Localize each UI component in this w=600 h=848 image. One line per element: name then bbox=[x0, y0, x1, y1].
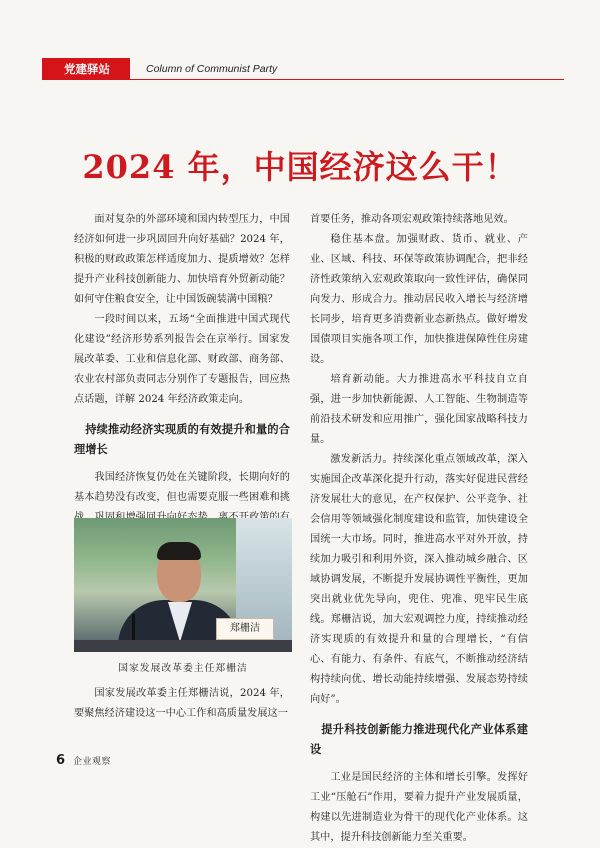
left-column bbox=[74, 210, 290, 548]
header-rule bbox=[42, 79, 564, 80]
left-column-bottom bbox=[74, 684, 290, 724]
column-tag: 党建驿站 bbox=[42, 58, 130, 80]
column-header bbox=[0, 58, 600, 80]
paragraph: 面对复杂的外部环境和国内转型压力，中国经济如何进一步巩固回升向好基础？2024 年，积极的财政政策怎样适度加力、提质增效？怎样提升产业科技创新能力、加快培育外贸新动能？如何守住粮食安全，让中国饭碗装满中国粮？ bbox=[74, 214, 290, 305]
paragraph: 我国经济恢复仍处在关键阶段，长期向好的基本趋势没有改变，但也需要克服一些困难和挑 bbox=[74, 472, 290, 503]
section-heading: 持续推动经济实现质的有效提升和量的合理增长 bbox=[74, 423, 290, 456]
paragraph: 国家发展改革委主任郑栅洁说，2024 年，要聚焦经济建设这一中心工作和高质量发展这一 bbox=[74, 688, 290, 719]
article-photo bbox=[74, 518, 292, 652]
paragraph: 工业是国民经济的主体和增长引擎。发挥好工业“压舱石”作用，要着力提升产业发展质量，构建以先进制造业为骨干的现代化产业体系。这其中，提升科技创新能力至关重要。 bbox=[310, 772, 528, 843]
paragraph: 首要任务，推动各项宏观政策持续落地见效。 bbox=[310, 214, 514, 225]
right-column bbox=[310, 210, 528, 848]
paragraph: 培育新动能。大力推进高水平科技自立自强，进一步加快新能源、人工智能、生物制造等前沿技术研发和应用推广，强化国家战略科技力量。 bbox=[310, 374, 528, 445]
article-title: 2024 年，中国经济这么干！ bbox=[82, 148, 518, 186]
page-number: 6 bbox=[56, 752, 66, 768]
magazine-name: 企业观察 bbox=[73, 756, 112, 767]
photo-caption: 国家发展改革委主任郑栅洁 bbox=[118, 663, 248, 674]
column-english-title: Column of Communist Party bbox=[146, 63, 278, 75]
paragraph: 激发新活力。持续深化重点领域改革，深入实施国企改革深化提升行动，落实好促进民营经济发展壮大的意见，在产权保护、公平竞争、社会信用等领域强化制度建设和监管，加快建设全国统一大市场。同时，推进高水平对外开放，持续加力吸引和利用外资，深入推动城乡融合、区域协调发展，不断提升发展协调性平衡性，更加突出就业优先导向，兜住、兜准、兜牢民生底线。郑栅洁说，加大宏观调控力度，持续推动经济实现质的有效提升和量的合理增长，“有信心、有能力、有条件、有底气，不断推动经济结构持续向优、增长动能持续增强、发展态势持续向好”。 bbox=[310, 454, 528, 705]
photo-nameplate: 郑栅洁 bbox=[216, 618, 274, 640]
page-footer bbox=[56, 752, 111, 768]
photo-desk bbox=[74, 640, 292, 652]
paragraph: 一段时间以来，五场“全面推进中国式现代化建设”经济形势系列报告会在京举行。国家发展改革委、工业和信息化部、财政部、商务部、农业农村部负责同志分别作了专题报告，回应热点话题，详解 2024 年经济政策走向。 bbox=[74, 314, 290, 405]
photo-speaker-hair bbox=[157, 542, 201, 560]
section-heading: 提升科技创新能力推进现代化产业体系建设 bbox=[310, 723, 528, 756]
paragraph: 稳住基本盘。加强财政、货币、就业、产业、区域、科技、环保等政策协调配合，把非经济性政策纳入宏观政策取向一致性评估，确保同向发力、形成合力。推动居民收入增长与经济增长同步，培育更多消费新业态新热点。做好增发国债项目实施各项工作，加快推进保障性住房建设。 bbox=[310, 234, 528, 365]
